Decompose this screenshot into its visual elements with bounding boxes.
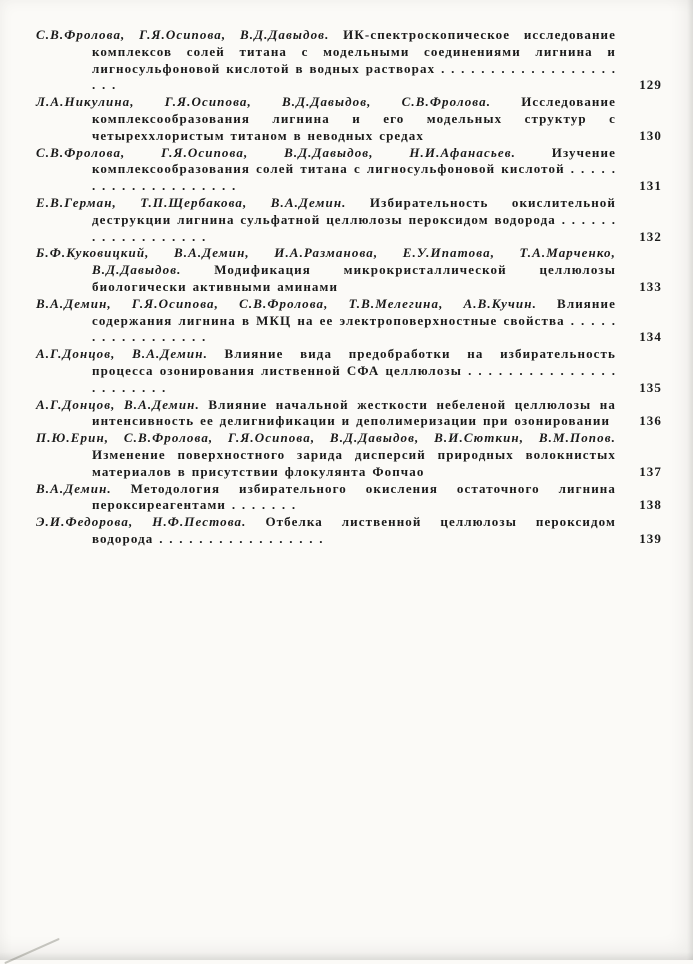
entry-title: Избирательность окислительной деструкции лигнина сульфатной целлюлозы пероксидом водорода xyxy=(92,194,617,227)
entry-authors: П.Ю.Ерин, С.В.Фролова, Г.Я.Осипова, В.Д.Давыдов, В.И.Сюткин, В.М.Попов. xyxy=(36,430,616,446)
toc-entry xyxy=(36,27,662,94)
entry-title: Модификация микрокристаллической целлюлозы биологически активными аминами xyxy=(92,262,616,294)
dot-leader: . . . . . . . . . . . . . . . . . . xyxy=(92,211,617,244)
entry-authors: С.В.Фролова, Г.Я.Осипова, В.Д.Давыдов. xyxy=(36,27,330,42)
toc-entry xyxy=(36,397,662,431)
page-number: 137 xyxy=(639,463,662,479)
dot-leader: . . . . . . . . . . . . . . . . . . . . . xyxy=(92,60,616,93)
scan-edge-shadow-bottom xyxy=(0,952,693,960)
entry-title: Исследование комплексообразования лигнина и его модельных структур с четыреххлористым титаном в неводных средах xyxy=(92,94,616,143)
entry-authors: В.А.Демин. xyxy=(36,480,112,496)
page-number: 135 xyxy=(639,379,662,395)
page-number: 132 xyxy=(639,228,662,244)
toc-entry xyxy=(36,346,662,396)
page-number: 131 xyxy=(639,178,662,194)
dot-leader: . . . . . . . . . . . . . . . . . . . . . . . xyxy=(92,362,616,395)
entry-authors: Б.Ф.Куковицкий, В.А.Демин, И.А.Разманова, Е.У.Ипатова, Т.А.Марченко, В.Д.Давыдов. xyxy=(36,245,616,278)
toc-entry xyxy=(36,514,662,548)
entry-title: Изучение комплексообразования солей титана с лигносульфоновой кислотой xyxy=(92,144,616,177)
toc-entry xyxy=(36,94,662,144)
entry-authors: С.В.Фролова, Г.Я.Осипова, В.Д.Давыдов, Н.И.Афанасьев. xyxy=(36,144,516,160)
page-number: 130 xyxy=(639,127,662,143)
scan-corner-artifact xyxy=(4,938,60,964)
page-number: 134 xyxy=(639,329,662,345)
entry-title: Влияние содержания лигнина в МКЦ на ее электроповерхностные свойства xyxy=(92,295,616,328)
page-number: 129 xyxy=(639,77,662,93)
page-number: 138 xyxy=(639,497,662,513)
toc-entry xyxy=(36,430,662,480)
page-number: 139 xyxy=(639,530,662,546)
dot-leader: . . . . . . . xyxy=(231,497,297,513)
toc-entry xyxy=(36,481,662,515)
entry-authors: В.А.Демин, Г.Я.Осипова, С.В.Фролова, Т.В.Мелегина, А.В.Кучин. xyxy=(36,295,537,311)
toc-entry xyxy=(36,245,662,295)
entry-title: Методология избирательного окисления остаточного лигнина пероксиреагентами xyxy=(92,480,616,513)
entry-title: ИК-спектроскопическое исследование комплексов солей титана с модельными соединениями лигнина и лигносульфоновой кислотой в водных растворах xyxy=(92,27,616,76)
entry-authors: А.Г.Донцов, В.А.Демин. xyxy=(36,346,208,362)
toc-entry xyxy=(36,145,662,195)
scan-edge-shadow-right xyxy=(687,0,693,960)
table-of-contents xyxy=(36,27,662,548)
toc-entry xyxy=(36,195,662,245)
entry-title: Влияние начальной жесткости небеленой целлюлозы на интенсивность ее делигнификации и деполимеризации при озонировании xyxy=(92,396,616,429)
entry-authors: Э.И.Федорова, Н.Ф.Пестова. xyxy=(36,514,247,530)
entry-title: Изменение поверхностного зарида дисперсий природных волокнистых материалов в присутствии флокулянта Фопчао xyxy=(92,446,616,479)
entry-title: Отбелка лиственной целлюлозы пероксидом водорода xyxy=(92,514,616,546)
page-number: 136 xyxy=(639,413,662,429)
dot-leader: . . . . . . . . . . . . . . . . . . . . xyxy=(92,161,616,194)
entry-authors: А.Г.Донцов, В.А.Демин. xyxy=(36,396,200,412)
entry-title: Влияние вида предобработки на избирательность процесса озонирования лиственной СФА целлюлозы xyxy=(92,346,617,378)
entry-authors: Л.А.Никулина, Г.Я.Осипова, В.Д.Давыдов, С.В.Фролова. xyxy=(36,94,492,110)
entry-authors: Е.В.Герман, Т.П.Щербакова, В.А.Демин. xyxy=(36,194,347,210)
dot-leader: . . . . . . . . . . . . . . . . . xyxy=(159,530,324,546)
dot-leader: . . . . . . . . . . . . . . . . . xyxy=(92,312,616,345)
toc-entry xyxy=(36,296,662,346)
page-number: 133 xyxy=(639,278,662,294)
